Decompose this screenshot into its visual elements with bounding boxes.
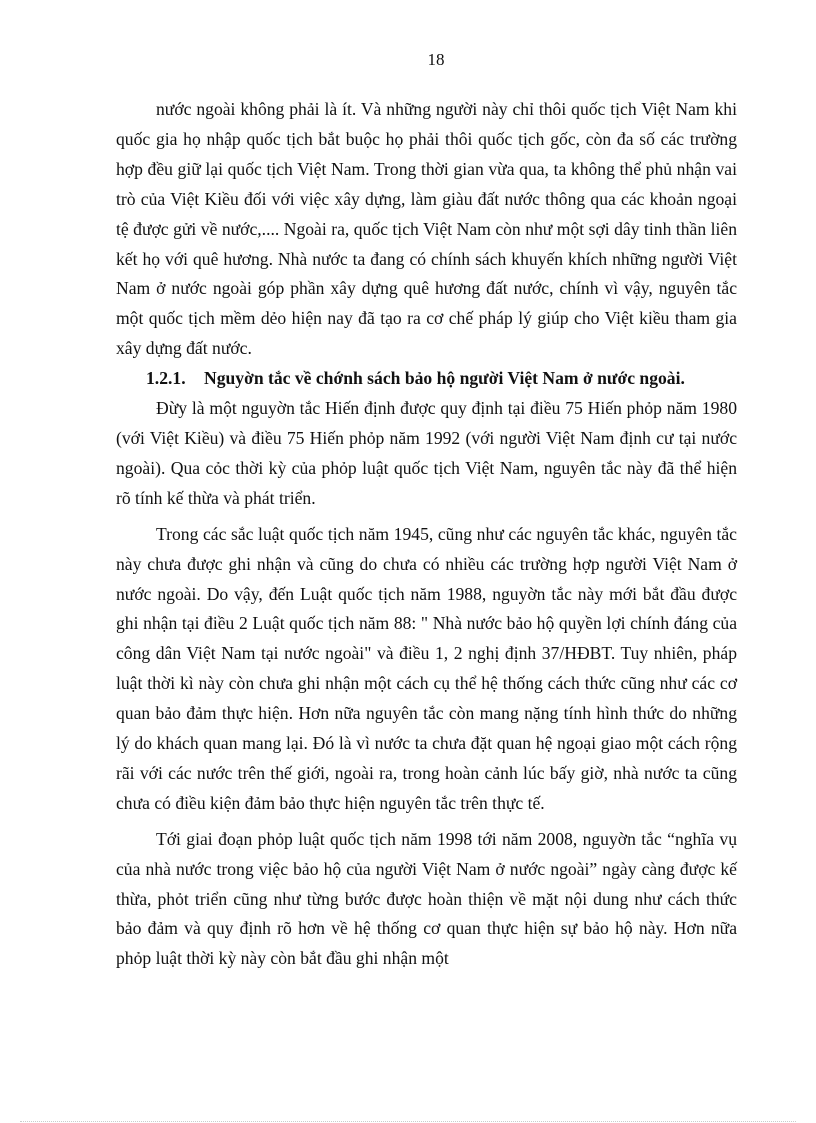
paragraph-4: Tới giai đoạn phỏp luật quốc tịch năm 1998 tới năm 2008, nguyờn tắc “nghĩa vụ của nhà nước trong việc bảo hộ của người Việt Nam ở nước ngoài” ngày càng được kế thừa, phỏt triển cũng như từng bước được hoàn thiện về mặt nội dung như cách thức bảo đảm và quy định rõ hơn về hệ thống cơ quan thực hiện sự bảo hộ này. Hơn nữa phỏp luật thời kỳ này còn bắt đầu ghi nhận một: [116, 828, 737, 969]
section-heading-text: Nguyờn tắc về chớnh sách bảo hộ người Việt Nam ở nước ngoài.: [204, 368, 685, 389]
section-heading: [116, 364, 737, 394]
bottom-dotted-rule: [20, 1121, 796, 1122]
section-heading-number: 1.2.1.: [146, 368, 186, 389]
page-number: 18: [427, 50, 445, 69]
document-body: [116, 95, 737, 974]
paragraph-3: Trong các sắc luật quốc tịch năm 1945, cũng như các nguyên tắc khác, nguyên tắc này chưa được ghi nhận và cũng do chưa có nhiều các trường hợp người Việt Nam ở nước ngoài. Do vậy, đến Luật quốc tịch năm 1988, nguyờn tắc này mới bắt đầu được ghi nhận tại điều 2 Luật quốc tịch năm 88: " Nhà nước bảo hộ quyền lợi chính đáng của công dân Việt Nam tại nước ngoài" và điều 1, 2 nghị định 37/HĐBT. Tuy nhiên, pháp luật thời kì này còn chưa ghi nhận một cách cụ thể hệ thống cách thức cũng như các cơ quan bảo đảm thực hiện. Hơn nữa nguyên tắc còn mang nặng tính hình thức do những lý do khách quan mang lại. Đó là vì nước ta chưa đặt quan hệ ngoại giao một cách rộng rãi với các nước trên thế giới, ngoài ra, trong hoàn cảnh lúc bấy giờ, nhà nước ta cũng chưa có điều kiện đảm bảo thực hiện nguyên tắc trên thực tế.: [116, 523, 737, 813]
paragraph-2: Đừy là một nguyờn tắc Hiến định được quy định tại điều 75 Hiến phỏp năm 1980 (với Việt Kiều) và điều 75 Hiến phỏp năm 1992 (với người Việt Nam định cư tại nước ngoài). Qua cỏc thời kỳ của phỏp luật quốc tịch Việt Nam, nguyên tắc này đã thể hiện rõ tính kế thừa và phát triển.: [116, 398, 737, 508]
paragraph-1: nước ngoài không phải là ít. Và những người này chỉ thôi quốc tịch Việt Nam khi quốc gia họ nhập quốc tịch bắt buộc họ phải thôi quốc tịch gốc, còn đa số các trường hợp đều giữ lại quốc tịch Việt Nam. Trong thời gian vừa qua, ta không thể phủ nhận vai trò của Việt Kiều đối với việc xây dựng, làm giàu đất nước thông qua các khoản ngoại tệ được gửi về nước,.... Ngoài ra, quốc tịch Việt Nam còn như một sợi dây tinh thần liên kết họ với quê hương. Nhà nước ta đang có chính sách khuyến khích những người Việt Nam ở nước ngoài góp phần xây dựng quê hương đất nước, chính vì vậy, nguyên tắc một quốc tịch mềm dẻo hiện nay đã tạo ra cơ chế pháp lý giúp cho Việt kiều tham gia xây dựng đất nước.: [116, 99, 737, 359]
